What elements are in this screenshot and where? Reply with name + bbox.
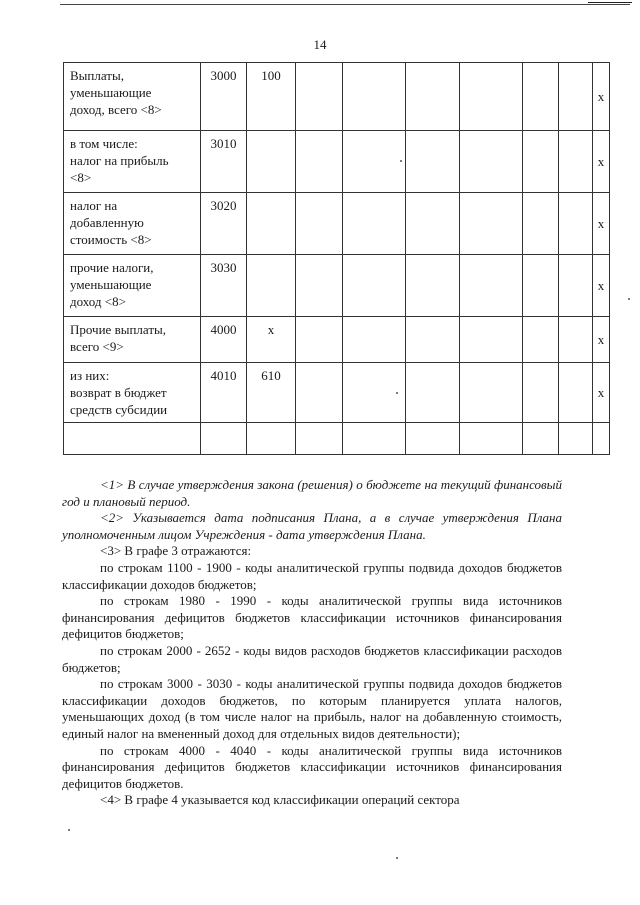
table-row <box>64 255 610 317</box>
empty-cell <box>296 363 343 423</box>
empty-cell <box>460 193 523 255</box>
empty-cell <box>406 317 460 363</box>
empty-cell <box>523 255 559 317</box>
row-kosgu-cell <box>247 131 296 193</box>
row-last-cell <box>593 423 610 455</box>
row-name-cell: в том числе: налог на прибыль <8> <box>64 131 201 193</box>
row-name-cell: прочие налоги, уменьшающие доход <8> <box>64 255 201 317</box>
footnote-3-title: <3> В графе 3 отражаются: <box>100 543 252 559</box>
empty-cell <box>296 63 343 131</box>
row-code-cell: 3030 <box>201 255 247 317</box>
table-row <box>64 317 610 363</box>
top-scan-line-right <box>588 2 632 3</box>
row-kosgu-cell <box>247 423 296 455</box>
scan-speck <box>396 392 398 394</box>
empty-cell <box>343 63 406 131</box>
empty-cell <box>406 255 460 317</box>
table-row <box>64 423 610 455</box>
row-kosgu-cell: 100 <box>247 63 296 131</box>
empty-cell <box>523 423 559 455</box>
footnote-3-rows-2000-2652: по строкам 2000 - 2652 - коды видов расходов бюджетов классификации расходов бюджетов; <box>62 642 562 675</box>
row-kosgu-cell <box>247 255 296 317</box>
empty-cell <box>559 193 593 255</box>
empty-cell <box>559 63 593 131</box>
row-last-cell: x <box>593 255 610 317</box>
empty-cell <box>460 363 523 423</box>
empty-cell <box>406 63 460 131</box>
plan-table <box>63 62 610 455</box>
empty-cell <box>406 423 460 455</box>
row-last-cell: x <box>593 63 610 131</box>
empty-cell <box>296 317 343 363</box>
footnote-3-rows-4000-4040: по строкам 4000 - 4040 - коды аналитической группы вида источников финансирования дефицитов бюджетов классификации источников финансирования дефицитов бюджетов. <box>62 742 562 791</box>
scan-speck <box>400 160 402 162</box>
row-kosgu-cell <box>247 193 296 255</box>
row-code-cell: 3000 <box>201 63 247 131</box>
empty-cell <box>523 317 559 363</box>
empty-cell <box>559 131 593 193</box>
row-name-cell <box>64 423 201 455</box>
empty-cell <box>343 255 406 317</box>
footnote-2: <2> Указывается дата подписания Плана, а в случае утверждения Плана уполномоченным лицом Учреждения - дата утверждения Плана. <box>62 510 562 542</box>
empty-cell <box>296 255 343 317</box>
empty-cell <box>343 131 406 193</box>
empty-cell <box>523 63 559 131</box>
row-name-cell: налог на добавленную стоимость <8> <box>64 193 201 255</box>
empty-cell <box>559 363 593 423</box>
empty-cell <box>343 193 406 255</box>
empty-cell <box>523 193 559 255</box>
empty-cell <box>460 131 523 193</box>
row-code-cell: 3010 <box>201 131 247 193</box>
page-number: 14 <box>313 37 327 52</box>
row-name-cell: Выплаты, уменьшающие доход, всего <8> <box>64 63 201 131</box>
scan-speck <box>68 829 70 831</box>
row-name-cell: Прочие выплаты, всего <9> <box>64 317 201 363</box>
empty-cell <box>460 255 523 317</box>
row-last-cell: x <box>593 363 610 423</box>
footnote-1: <1> В случае утверждения закона (решения) о бюджете на текущий финансовый год и плановый период. <box>62 477 562 509</box>
empty-cell <box>559 255 593 317</box>
empty-cell <box>559 423 593 455</box>
row-code-cell: 4010 <box>201 363 247 423</box>
table-row <box>64 193 610 255</box>
row-last-cell: x <box>593 317 610 363</box>
empty-cell <box>523 131 559 193</box>
footnote-3-rows-3000-3030: по строкам 3000 - 3030 - коды аналитической группы подвида доходов бюджетов классификации доходов бюджетов, по которым планируется уплата налогов, уменьшающих доход (в том числе налог на прибыль, налог на добавленную стоимость, единый налог на вмененный доход для отдельных видов деятельности); <box>62 676 562 741</box>
empty-cell <box>460 63 523 131</box>
footnote-4: <4> В графе 4 указывается код классификации операций сектора <box>100 792 460 808</box>
top-scan-line <box>60 4 630 5</box>
empty-cell <box>343 423 406 455</box>
row-code-cell: 3020 <box>201 193 247 255</box>
empty-cell <box>296 131 343 193</box>
empty-cell <box>343 317 406 363</box>
footnote-3-rows-1980-1990: по строкам 1980 - 1990 - коды аналитической группы вида источников финансирования дефицитов бюджетов классификации источников финансирования дефицитов бюджетов; <box>62 593 562 642</box>
empty-cell <box>406 193 460 255</box>
row-name-cell: из них: возврат в бюджет средств субсидии <box>64 363 201 423</box>
table-row <box>64 63 610 131</box>
table-row <box>64 363 610 423</box>
empty-cell <box>406 131 460 193</box>
row-last-cell: x <box>593 193 610 255</box>
footnotes <box>62 477 562 809</box>
empty-cell <box>406 363 460 423</box>
footnote-3-rows-1100-1900: по строкам 1100 - 1900 - коды аналитической группы подвида доходов бюджетов классификации доходов бюджетов; <box>62 559 562 592</box>
empty-cell <box>559 317 593 363</box>
empty-cell <box>460 317 523 363</box>
row-kosgu-cell: 610 <box>247 363 296 423</box>
empty-cell <box>296 423 343 455</box>
table-row <box>64 131 610 193</box>
empty-cell <box>523 363 559 423</box>
row-code-cell: 4000 <box>201 317 247 363</box>
row-code-cell <box>201 423 247 455</box>
row-kosgu-cell: x <box>247 317 296 363</box>
row-last-cell: x <box>593 131 610 193</box>
scan-speck <box>396 857 398 859</box>
empty-cell <box>296 193 343 255</box>
empty-cell <box>460 423 523 455</box>
scan-speck <box>628 298 630 300</box>
